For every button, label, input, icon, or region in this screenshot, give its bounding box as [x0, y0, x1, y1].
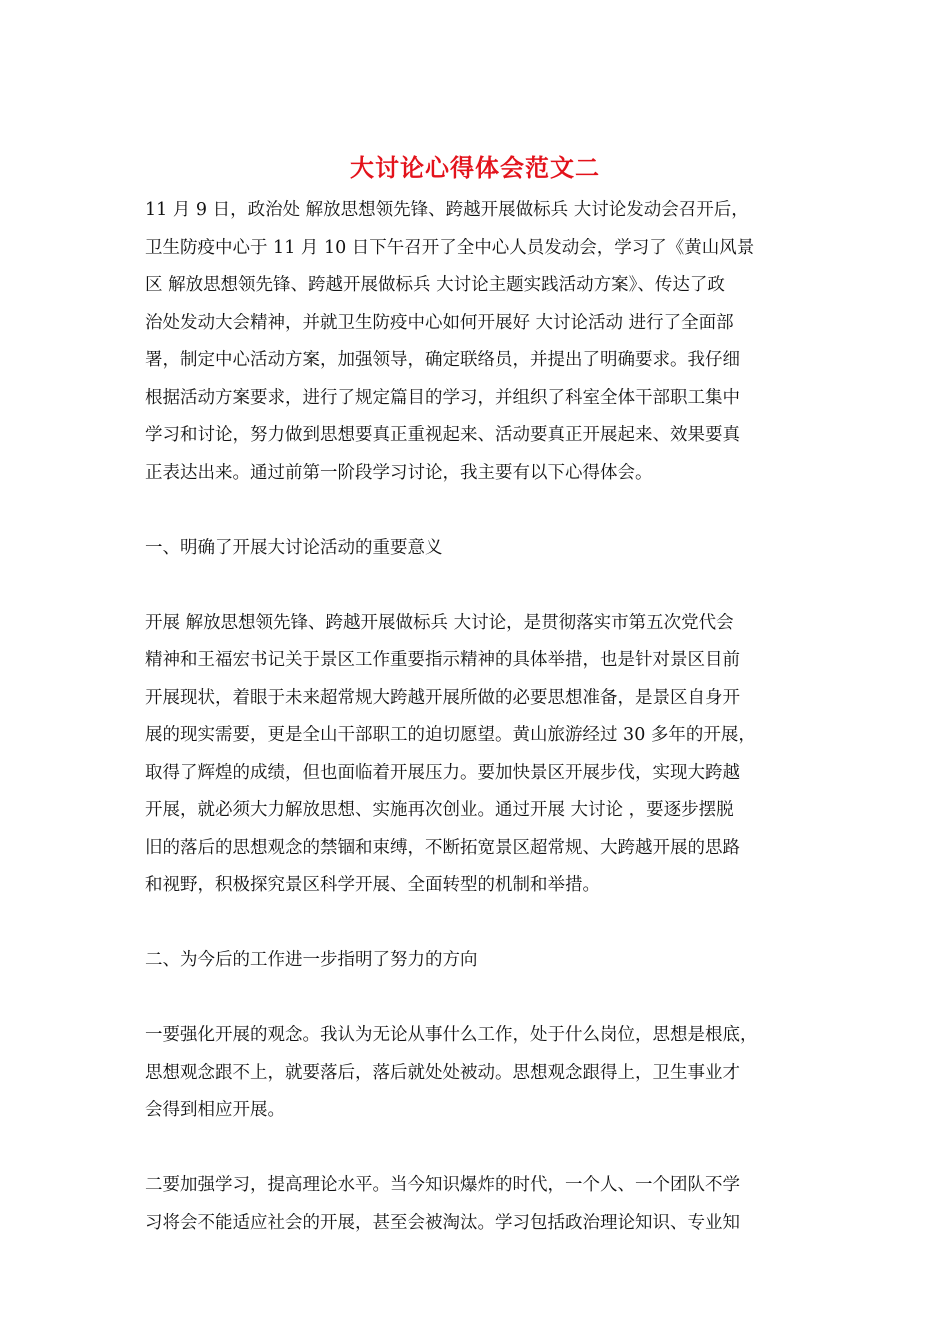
text-line: 精神和王福宏书记关于景区工作重要指示精神的具体举措，也是针对景区目前 [145, 650, 740, 670]
text-line: 学习和讨论，努力做到思想要真正重视起来、活动要真正开展起来、效果要真 [145, 425, 740, 445]
section-heading-2 [145, 942, 815, 980]
text-line: 二要加强学习，提高理论水平。当今知识爆炸的时代，一个人、一个团队不学 [145, 1175, 740, 1195]
text-line: 思想观念跟不上，就要落后，落后就处处被动。思想观念跟得上，卫生事业才 [145, 1062, 740, 1083]
heading-text: 一、明确了开展大讨论活动的重要意义 [145, 537, 443, 558]
text-line: 和视野，积极探究景区科学开展、全面转型的机制和举措。 [145, 875, 600, 895]
paragraph-gap [145, 980, 815, 1018]
text-line: 区 解放思想领先锋、跨越开展做标兵 大讨论主题实践活动方案》、传达了政 [145, 275, 725, 295]
text-line: 旧的落后的思想观念的禁锢和束缚，不断拓宽景区超常规、大跨越开展的思路 [145, 837, 740, 858]
paragraph-gap [145, 1130, 815, 1168]
document-body [145, 192, 815, 1242]
text-line: 署，制定中心活动方案，加强领导，确定联络员，并提出了明确要求。我仔细 [145, 350, 740, 370]
text-line: 11 月 9 日，政治处 解放思想领先锋、跨越开展做标兵 大讨论发动会召开后， [145, 200, 749, 220]
text-line: 治处发动大会精神，并就卫生防疫中心如何开展好 大讨论活动 进行了全面部 [145, 312, 734, 333]
text-line: 根据活动方案要求，进行了规定篇目的学习，并组织了科室全体干部职工集中 [145, 387, 740, 408]
intro-paragraph [145, 192, 815, 492]
text-line: 展的现实需要，更是全山干部职工的迫切愿望。黄山旅游经过 30 多年的开展， [145, 725, 756, 745]
section-2-paragraph-1 [145, 1017, 815, 1130]
section-heading-1 [145, 530, 815, 568]
section-1-paragraph [145, 605, 815, 905]
text-line: 会得到相应开展。 [145, 1100, 285, 1120]
text-line: 开展 解放思想领先锋、跨越开展做标兵 大讨论，是贯彻落实市第五次党代会 [145, 612, 734, 633]
section-2-paragraph-2 [145, 1167, 815, 1242]
text-line: 开展现状，着眼于未来超常规大跨越开展所做的必要思想准备，是景区自身开 [145, 687, 740, 708]
heading-text: 二、为今后的工作进一步指明了努力的方向 [145, 950, 478, 970]
text-line: 卫生防疫中心于 11 月 10 日下午召开了全中心人员发动会，学习了《黄山风景 [145, 237, 755, 258]
paragraph-gap [145, 492, 815, 530]
text-line: 习将会不能适应社会的开展，甚至会被淘汰。学习包括政治理论知识、专业知 [145, 1212, 740, 1233]
text-line: 一要强化开展的观念。我认为无论从事什么工作，处于什么岗位，思想是根底， [145, 1025, 758, 1045]
paragraph-gap [145, 567, 815, 605]
text-line: 开展，就必须大力解放思想、实施再次创业。通过开展 大讨论 ，要逐步摆脱 [145, 800, 734, 820]
text-line: 取得了辉煌的成绩，但也面临着开展压力。要加快景区开展步伐，实现大跨越 [145, 762, 740, 783]
text-line: 正表达出来。通过前第一阶段学习讨论，我主要有以下心得体会。 [145, 462, 653, 483]
paragraph-gap [145, 905, 815, 943]
document-title: 大讨论心得体会范文二 [350, 153, 600, 182]
